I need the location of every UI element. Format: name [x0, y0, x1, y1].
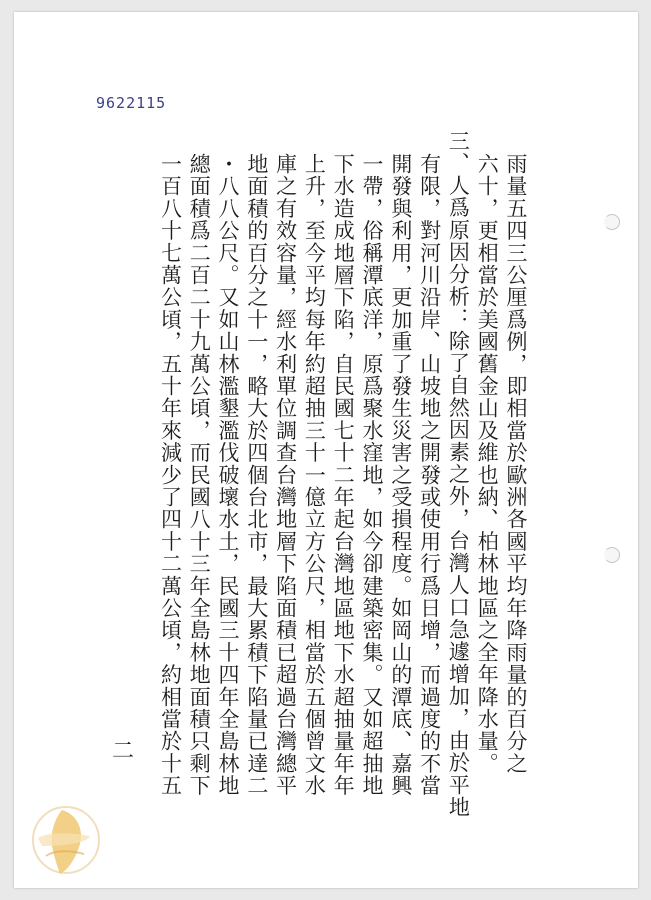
text-column: 上升，至今平均每年約超抽三十一億立方公尺，相當於五個曾文水	[302, 153, 327, 797]
text-column: 一帶，俗稱潭底洋，原爲聚水窪地，如今卻建築密集。又如超抽地	[360, 153, 385, 797]
text-column: ・八八公尺。又如山林濫墾濫伐破壞水土，民國三十四年全島林地	[216, 153, 241, 797]
text-column: 六十，更相當於美國舊金山及維也納、柏林地區之全年降水量。	[475, 153, 500, 775]
page-number: 二	[112, 739, 135, 764]
taiwan-map-logo-icon	[24, 798, 108, 882]
document-number: 9622115	[96, 94, 167, 112]
text-column: 總面積爲二百二十九萬公頃，而民國八十三年全島林地面積只剩下	[187, 153, 212, 797]
text-column: 三、人爲原因分析：除了自然因素之外，台灣人口急遽增加，由於平地	[446, 130, 471, 819]
text-column: 有限，對河川沿岸、山坡地之開發或使用行爲日增，而過度的不當	[417, 153, 442, 797]
text-column: 庫之有效容量，經水利單位調查台灣地層下陷面積已超過台灣總平	[273, 153, 298, 797]
text-column: 地面積的百分之十一，略大於四個台北市，最大累積下陷量已達二	[244, 153, 269, 797]
document-page	[14, 12, 638, 888]
text-column: 開發與利用，更加重了發生災害之受損程度。如岡山的潭底、嘉興	[388, 153, 413, 797]
punch-hole	[604, 547, 620, 563]
punch-hole	[604, 214, 620, 230]
text-column: 下水造成地層下陷，自民國七十二年起台灣地區地下水超抽量年年	[331, 153, 356, 797]
text-column: 一百八十七萬公頃，五十年來減少了四十二萬公頃，約相當於十五	[158, 153, 183, 797]
text-column: 雨量五四三公厘爲例，即相當於歐洲各國平均年降雨量的百分之	[504, 153, 528, 775]
body-text	[156, 130, 530, 830]
